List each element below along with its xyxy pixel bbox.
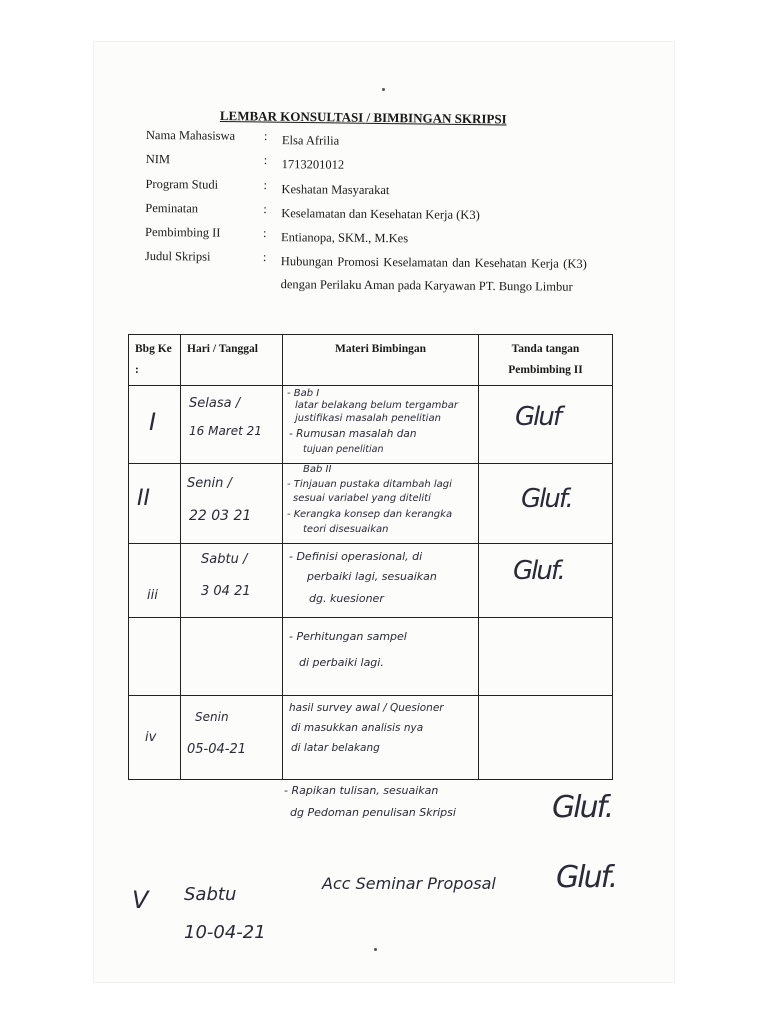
cell-materi	[283, 386, 479, 464]
header-hari: Hari / Tanggal	[181, 335, 283, 386]
info-label: NIM	[145, 152, 171, 167]
document-title: LEMBAR KONSULTASI / BIMBINGAN SKRIPSI	[219, 108, 507, 127]
cell-materi	[283, 464, 479, 544]
header-bbg: Bbg Ke :	[129, 335, 181, 386]
cell-bbg	[129, 696, 181, 780]
cell-tanda	[479, 464, 613, 544]
materi-line: - Kerangka konsep dan kerangka	[287, 509, 453, 520]
hari-line: 10-04-21	[184, 922, 266, 943]
info-value: Keselamatan dan Kesehatan Kerja (K3)	[281, 206, 480, 222]
cell-hari	[181, 386, 283, 464]
materi-line: hasil survey awal / Quesioner	[289, 702, 444, 714]
materi-line: - Rumusan masalah dan	[289, 428, 417, 440]
bbg-value: V	[132, 886, 149, 914]
header-materi: Materi Bimbingan	[283, 335, 479, 386]
bbg-value: II	[137, 486, 150, 511]
cell-hari	[181, 618, 283, 696]
cell-tanda	[479, 696, 613, 780]
info-label: Nama Mahasiswa	[145, 128, 236, 143]
info-value: 1713201012	[281, 157, 345, 173]
info-value: Entianopa, SKM., M.Kes	[280, 230, 409, 246]
cell-materi	[283, 544, 479, 618]
hari-line: Senin /	[187, 476, 232, 491]
student-info	[144, 128, 596, 329]
cell-bbg	[129, 464, 181, 544]
cell-bbg	[129, 386, 181, 464]
cell-tanda	[479, 618, 613, 696]
info-label: Pembimbing II	[145, 225, 221, 240]
table-row	[129, 696, 613, 780]
materi-line: di perbaiki lagi.	[299, 656, 384, 669]
note-line: - Rapikan tulisan, sesuaikan	[284, 784, 439, 797]
signature: Gluf.	[552, 790, 613, 825]
speck	[382, 88, 385, 91]
materi-line: justifikasi masalah penelitian	[295, 413, 441, 424]
materi-line: di masukkan analisis nya	[291, 722, 424, 734]
hari-line: 05-04-21	[187, 742, 247, 757]
hari-line: Senin	[195, 710, 229, 724]
materi-line: sesuai variabel yang diteliti	[293, 493, 431, 504]
header-tanda: Tanda tangan Pembimbing II	[479, 335, 613, 386]
hari-line: Sabtu /	[201, 552, 248, 567]
cell-bbg	[129, 544, 181, 618]
cell-hari	[181, 464, 283, 544]
hari-line: Sabtu	[184, 884, 237, 905]
info-row-judul	[144, 249, 595, 329]
info-value: Elsa Afrilia	[281, 133, 340, 148]
materi-line: dg. kuesioner	[309, 592, 384, 605]
signature: Gluf.	[521, 484, 572, 514]
cell-hari	[181, 544, 283, 618]
info-label: Peminatan	[145, 200, 199, 216]
speck	[374, 948, 377, 951]
materi-line: perbaiki lagi, sesuaikan	[307, 570, 437, 583]
info-colon: :	[263, 153, 268, 168]
materi-line: - Definisi operasional, di	[289, 550, 423, 563]
cell-bbg	[129, 618, 181, 696]
signature: Gluf.	[513, 556, 564, 586]
materi-line: tujuan penelitian	[303, 444, 384, 455]
info-colon: :	[263, 129, 268, 144]
info-label: Program Studi	[145, 176, 219, 192]
info-label: Judul Skripsi	[144, 249, 211, 265]
table-row	[129, 618, 613, 696]
bbg-value: iii	[147, 588, 158, 603]
info-colon: :	[263, 201, 267, 216]
hari-line: Selasa /	[189, 396, 241, 411]
cell-hari	[181, 696, 283, 780]
note-line: dg Pedoman penulisan Skripsi	[290, 806, 456, 819]
cell-materi	[283, 618, 479, 696]
materi-line: - Perhitungan sampel	[289, 630, 407, 643]
bbg-value: iv	[145, 730, 157, 745]
cell-materi	[283, 696, 479, 780]
info-value: Hubungan Promosi Keselamatan dan Kesehatan Kerja (K3) dengan Perilaku Aman pada Karyawan PT. Bungo Limbur	[280, 254, 587, 295]
hari-line: 3 04 21	[201, 584, 251, 599]
signature: Gluf	[515, 402, 561, 432]
materi-line: teori disesuaikan	[303, 524, 389, 535]
table-row	[129, 544, 613, 618]
hari-line: 16 Maret 21	[189, 424, 262, 438]
materi-line: - Tinjauan pustaka ditambah lagi	[287, 479, 452, 490]
materi-line: Acc Seminar Proposal	[322, 874, 496, 893]
cell-tanda	[479, 386, 613, 464]
info-colon: :	[262, 250, 267, 265]
table-row	[129, 386, 613, 464]
materi-line: latar belakang belum tergambar	[295, 400, 458, 411]
info-value: Keshatan Masyarakat	[281, 181, 390, 197]
table-row	[129, 464, 613, 544]
info-colon: :	[263, 177, 268, 192]
consultation-table	[128, 334, 612, 778]
materi-line: - Bab I	[287, 388, 320, 399]
cell-tanda	[479, 544, 613, 618]
materi-line: Bab II	[303, 464, 332, 475]
info-colon: :	[263, 226, 267, 241]
signature: Gluf.	[556, 860, 617, 895]
materi-line: di latar belakang	[291, 742, 380, 754]
bbg-value: I	[149, 408, 157, 436]
hari-line: 22 03 21	[189, 508, 252, 524]
